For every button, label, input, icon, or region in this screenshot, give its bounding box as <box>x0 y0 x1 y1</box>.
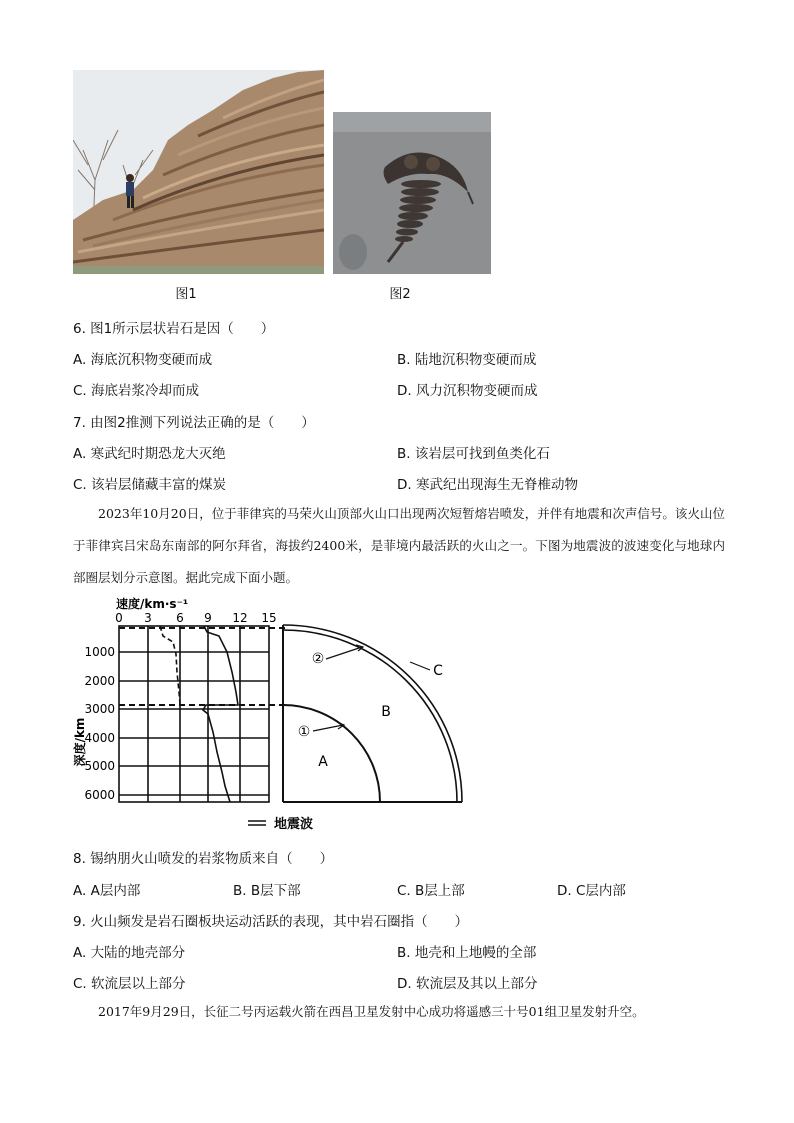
depth-tick-label: 6000 <box>84 788 115 802</box>
question-6-option-d[interactable]: D. 风力沉积物变硬而成 <box>397 383 538 399</box>
question-9-option-d[interactable]: D. 软流层及其以上部分 <box>397 976 538 992</box>
s-wave-curve <box>160 626 180 704</box>
question-9-stem: 9. 火山频发是岩石圈板块运动活跃的表现，其中岩石圈指（ ） <box>73 914 469 930</box>
question-9-option-b[interactable]: B. 地壳和上地幔的全部 <box>397 945 537 961</box>
question-6-option-a[interactable]: A. 海底沉积物变硬而成 <box>73 352 213 368</box>
question-6-stem: 6. 图1所示层状岩石是因（ ） <box>73 321 275 337</box>
volcano-passage <box>73 498 725 594</box>
x-tick-label: 3 <box>144 611 152 625</box>
question-6-option-b[interactable]: B. 陆地沉积物变硬而成 <box>397 352 537 368</box>
boundary-1-label: ① <box>297 724 311 740</box>
layer-a-label: A <box>318 754 328 770</box>
layer-c-label: C <box>433 663 443 679</box>
question-8-option-a[interactable]: A. A层内部 <box>73 883 141 899</box>
question-8-option-d[interactable]: D. C层内部 <box>557 883 626 899</box>
velocity-axis-title: 速度/km·s⁻¹ <box>116 597 189 611</box>
depth-tick-label: 2000 <box>84 674 115 688</box>
question-8-stem: 8. 锡纳朋火山喷发的岩浆物质来自（ ） <box>73 851 334 867</box>
figure-2-caption: 图2 <box>389 287 411 302</box>
depth-tick-label: 1000 <box>84 645 115 659</box>
rocket-launch-passage <box>73 996 725 1028</box>
depth-tick-label: 3000 <box>84 702 115 716</box>
question-9-option-a[interactable]: A. 大陆的地壳部分 <box>73 945 186 961</box>
question-7-option-d[interactable]: D. 寒武纪出现海生无脊椎动物 <box>397 477 578 493</box>
question-8-option-b[interactable]: B. B层下部 <box>233 883 301 899</box>
x-tick-label: 9 <box>204 611 212 625</box>
depth-tick-label: 5000 <box>84 759 115 773</box>
seismic-wave-earth-structure-diagram <box>70 592 490 840</box>
depth-axis-title: 深度/km <box>73 717 87 767</box>
rocket-launch-passage-text: 2017年9月29日，长征二号丙运载火箭在西昌卫星发射中心成功将遥感三十号01组卫星发射升空。 <box>98 1004 645 1019</box>
x-tick-label: 0 <box>115 611 123 625</box>
diagram-legend <box>248 816 313 832</box>
depth-tick-label: 4000 <box>84 731 115 745</box>
figure-1-caption: 图1 <box>175 287 197 302</box>
x-tick-label: 15 <box>261 611 277 625</box>
question-6-option-c[interactable]: C. 海底岩浆冷却而成 <box>73 383 200 399</box>
volcano-passage-text: 2023年10月20日，位于菲律宾的马荣火山顶部火山口出现两次短暂熔岩喷发，并伴有地震和次声信号。该火山位于菲律宾吕宋岛东南部的阿尔拜省，海拔约2400米，是菲境内最活跃的火山之一。下图为地震波的波速变化与地球内部圈层划分示意图。据此完成下面小题。 <box>73 506 725 585</box>
legend-label: 地震波 <box>274 817 314 832</box>
question-9-option-c[interactable]: C. 软流层以上部分 <box>73 976 186 992</box>
earth-cross-section <box>283 625 462 802</box>
figure-2-trilobite-fossil-photo <box>333 112 491 274</box>
question-7-stem: 7. 由图2推测下列说法正确的是（ ） <box>73 415 315 431</box>
velocity-grid <box>119 626 269 802</box>
question-7-option-b[interactable]: B. 该岩层可找到鱼类化石 <box>397 446 550 462</box>
question-7-option-a[interactable]: A. 寒武纪时期恐龙大灭绝 <box>73 446 226 462</box>
layer-b-label: B <box>381 704 391 720</box>
boundary-2-label: ② <box>311 651 325 667</box>
question-7-option-c[interactable]: C. 该岩层储藏丰富的煤炭 <box>73 477 227 493</box>
figure-1-layered-rock-photo <box>73 70 324 274</box>
x-tick-label: 12 <box>232 611 248 625</box>
question-8-option-c[interactable]: C. B层上部 <box>397 883 465 899</box>
x-tick-label: 6 <box>176 611 184 625</box>
